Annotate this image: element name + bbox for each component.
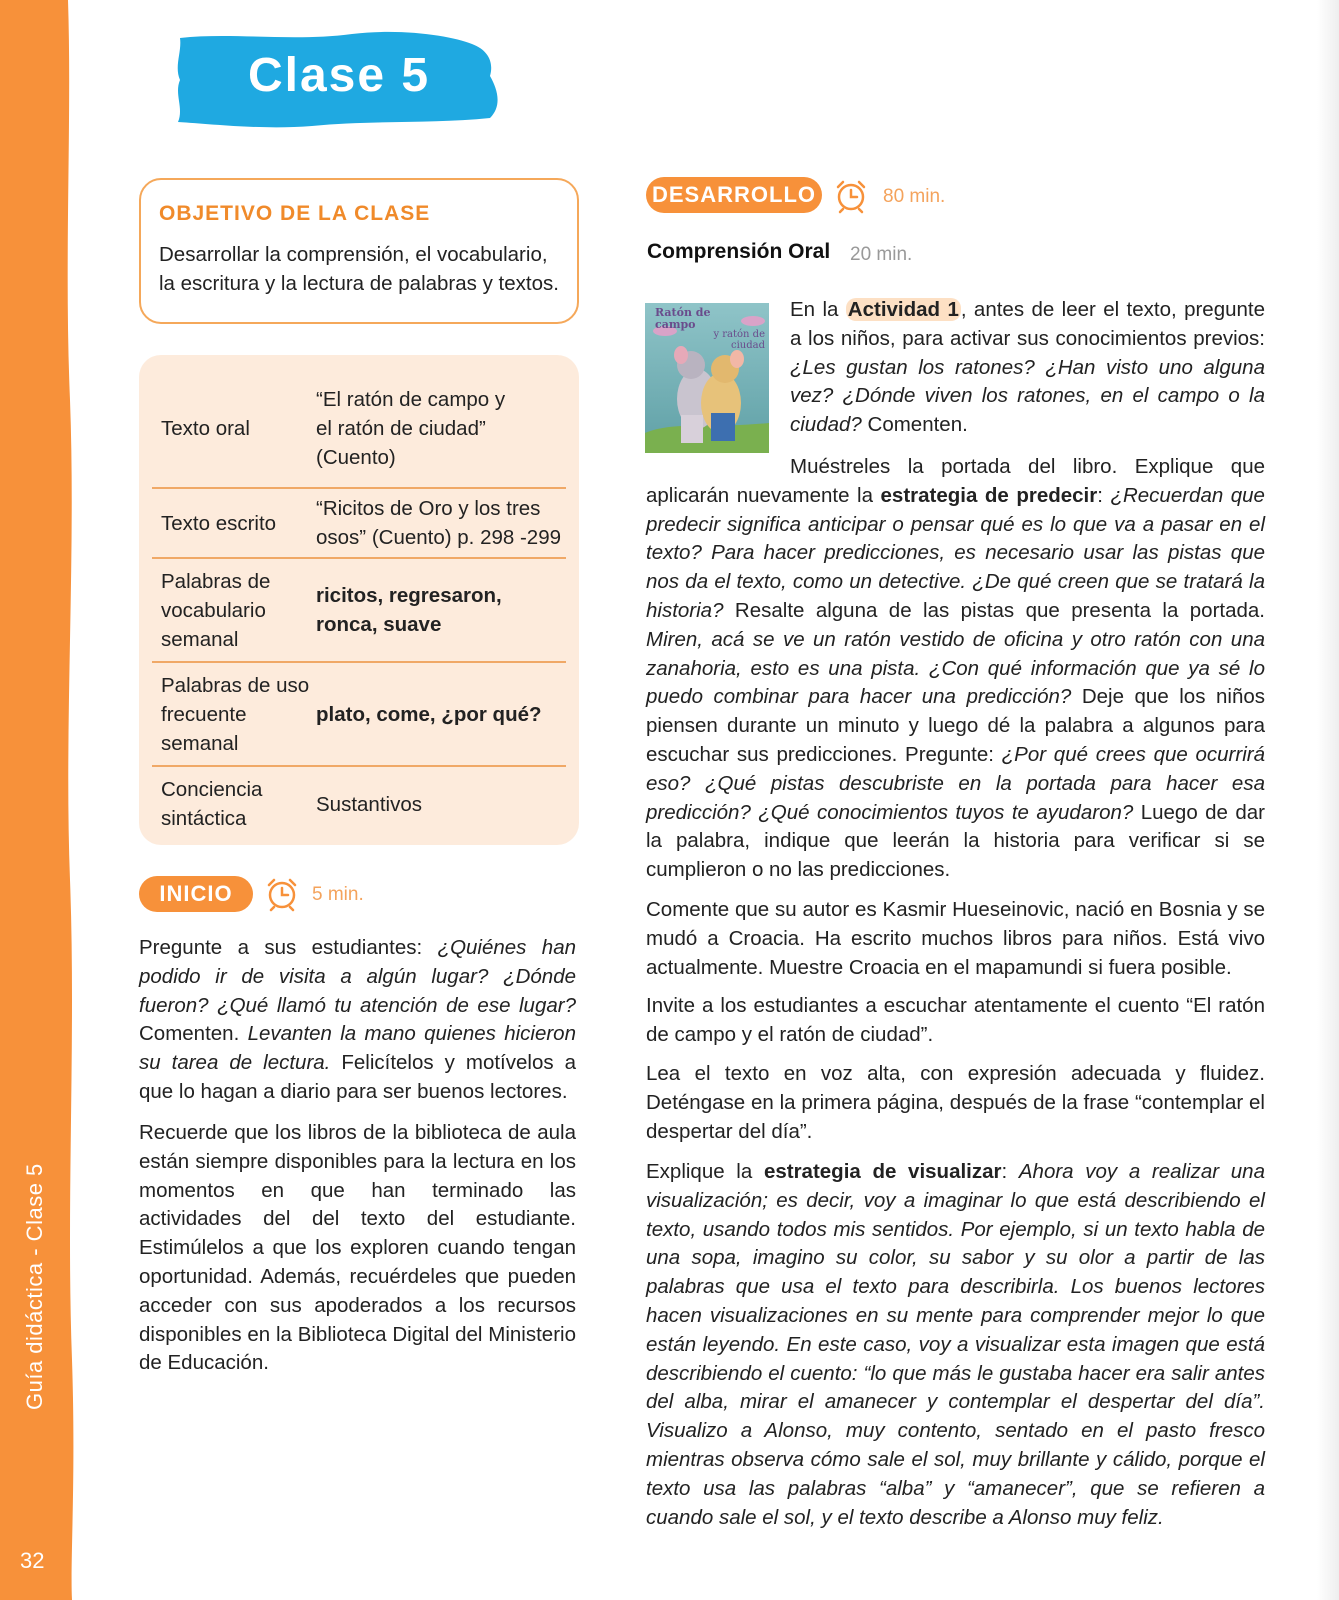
inicio-paragraph-1 <box>139 934 576 1107</box>
text-span: Felicítelos y motívelos a que lo hagan a diario para ser buenos lectores. <box>139 1051 576 1103</box>
alarm-clock-icon <box>833 178 869 214</box>
text-span: , antes de leer el texto, pregunte a los niños, para activar sus conocimientos previos: <box>790 298 1266 350</box>
strategy-term: estrategia de visualizar <box>763 1160 1002 1183</box>
info-value: ricitos, regresaron, ronca, suave <box>316 584 502 636</box>
desarrollo-paragraph-2 <box>646 453 1265 885</box>
text-span: En la <box>790 298 846 321</box>
text-span: : <box>1097 483 1111 507</box>
desarrollo-paragraph-4: Invite a los estudiantes a escuchar atentamente el cuento “El ratón de campo y el ratón de ciudad”. <box>646 994 1265 1046</box>
book-cover-image <box>645 303 769 453</box>
info-value: Sustantivos <box>316 792 422 816</box>
desarrollo-label: DESARROLLO <box>646 177 822 213</box>
inicio-paragraph-2: Recuerde que los libros de la biblioteca de aula están siempre disponibles para la lectura en los momentos en que han terminado las actividades del del texto del estudiante. Estimúlelos a que los exploren cuando tengan oportunidad. Además, recuérdeles que pueden acceder con sus apoderados a los recursos disponibles en la Biblioteca Digital del Ministerio de Educación. <box>139 1121 576 1375</box>
info-row <box>152 369 566 489</box>
side-band <box>0 0 72 1600</box>
text-span: Explique la <box>646 1160 764 1183</box>
info-label: Conciencia sintáctica <box>161 778 263 830</box>
instruction-text: Levanten la mano quienes hicieron su tarea de lectura. <box>139 1022 576 1075</box>
info-row <box>152 663 566 767</box>
text-span: Pregunte a sus estudiantes: <box>139 936 438 959</box>
info-row <box>152 767 566 841</box>
info-row <box>152 489 566 559</box>
alarm-clock-icon <box>264 876 300 912</box>
section-subheading: Comprensión Oral <box>647 240 831 263</box>
text-span: Deje que los niños piensen durante un minuto y luego dé la palabra a algunos para escuchar sus predicciones. Pregunte: <box>646 685 1265 766</box>
objective-box <box>139 178 579 324</box>
page-edge <box>1317 0 1339 1600</box>
desarrollo-paragraph-1 <box>790 296 1265 440</box>
desarrollo-paragraph-5: Lea el texto en voz alta, con expresión adecuada y fluidez. Deténgase en la primera página, después de la frase “contemplar el despertar del día”. <box>646 1062 1265 1143</box>
objective-text: Desarrollar la comprensión, el vocabulario, la escritura y la lectura de palabras y textos. <box>159 243 559 295</box>
book-title-line: y ratón de ciudad <box>713 329 765 351</box>
example-text: Ahora voy a realizar una visualización; es decir, voy a imaginar lo que está describiendo el texto, usando todos mis sentidos. Por ejemplo, si un texto habla de una sopa, imagino su color, su sabor y su olor a partir de las palabras que usa el texto para describirla. Los buenos lectores hacen visualizaciones en su mente para comprender mejor lo que están leyendo. En este caso, voy a visualizar esta imagen que está describiendo el cuento: “lo que más le gustaba hacer era salir antes del alba, mirar el amanecer y contemplar el despertar del día”. Visualizo a Alonso, muy contento, sentado en el pasto fresco mientras observa cómo sale el sol, muy brillante y cálido, porque el texto usa las palabras “alba” y “amanecer”, que se refieren a cuando sale el sol, y el texto describe a Alonso muy feliz. <box>646 1160 1265 1529</box>
question-text: ¿Recuerdan que predecir significa anticipar o pensar qué es lo que va a pasar en el texto? Para hacer predicciones, es necesario usar las pistas que nos da el texto, como un detective. ¿De qué creen que se tratará la historia? <box>646 483 1265 622</box>
desarrollo-paragraph-6 <box>646 1158 1265 1532</box>
text-span: Muéstreles la portada del libro. Explique que aplicarán nuevamente la <box>646 455 1265 507</box>
text-span: Comenten. <box>861 413 968 437</box>
page-number: 32 <box>20 1548 45 1573</box>
objective-heading: OBJETIVO DE LA CLASE <box>159 202 431 225</box>
example-text: Miren, acá se ve un ratón vestido de oficina y otro ratón con una zanahoria, esto es una pista. ¿Con qué información que ya sé lo puedo combinar para hacer una predicción? <box>646 627 1265 709</box>
info-row <box>152 559 566 663</box>
info-label: Palabras de vocabulario semanal <box>161 569 271 651</box>
info-label: Palabras de uso frecuente semanal <box>161 673 310 755</box>
info-label: Texto escrito <box>161 511 277 535</box>
title-banner <box>172 28 506 132</box>
question-text: ¿Quiénes han podido ir de visita a algún lugar? ¿Dónde fueron? ¿Qué llamó tu atención de ese lugar? <box>139 936 576 1017</box>
info-value: plato, come, ¿por qué? <box>316 702 542 726</box>
inicio-duration: 5 min. <box>312 884 364 905</box>
subsection-duration: 20 min. <box>850 244 913 265</box>
book-title-line: Ratón de campo <box>655 306 711 331</box>
question-text: ¿Por qué crees que ocurrirá eso? ¿Qué pistas descubriste en la portada para hacer esa predicción? ¿Qué conocimientos tuyos te ayudaron? <box>646 742 1265 824</box>
text-span: : <box>1001 1160 1019 1183</box>
info-table <box>139 355 579 845</box>
strategy-term: estrategia de predecir <box>880 483 1098 507</box>
inicio-label: INICIO <box>139 876 253 912</box>
desarrollo-duration: 80 min. <box>883 186 946 207</box>
question-text: ¿Les gustan los ratones? ¿Han visto uno alguna vez? ¿Dónde viven los ratones, en el campo o la ciudad? <box>790 355 1265 437</box>
info-value: “El ratón de campo y el ratón de ciudad” (Cuento) <box>316 387 506 469</box>
text-span: Comenten. <box>139 1022 248 1046</box>
text-span: Luego de dar la palabra, indique que leerán la historia para verificar si se cumplieron o no las predicciones. <box>646 800 1266 882</box>
activity-highlight: Actividad 1 <box>847 298 959 321</box>
side-label: Guía didáctica - Clase 5 <box>22 1163 47 1410</box>
info-label: Texto oral <box>161 416 250 440</box>
page-title: Clase 5 <box>247 49 431 102</box>
desarrollo-paragraph-3: Comente que su autor es Kasmir Hueseinovic, nació en Bosnia y se mudó a Croacia. Ha escrito muchos libros para niños. Está vivo actualmente. Muestre Croacia en el mapamundi si fuera posible. <box>646 898 1265 979</box>
info-value: “Ricitos de Oro y los tres osos” (Cuento) p. 298 -299 <box>316 497 561 549</box>
text-span: Resalte alguna de las pistas que presenta la portada. <box>723 598 1265 622</box>
